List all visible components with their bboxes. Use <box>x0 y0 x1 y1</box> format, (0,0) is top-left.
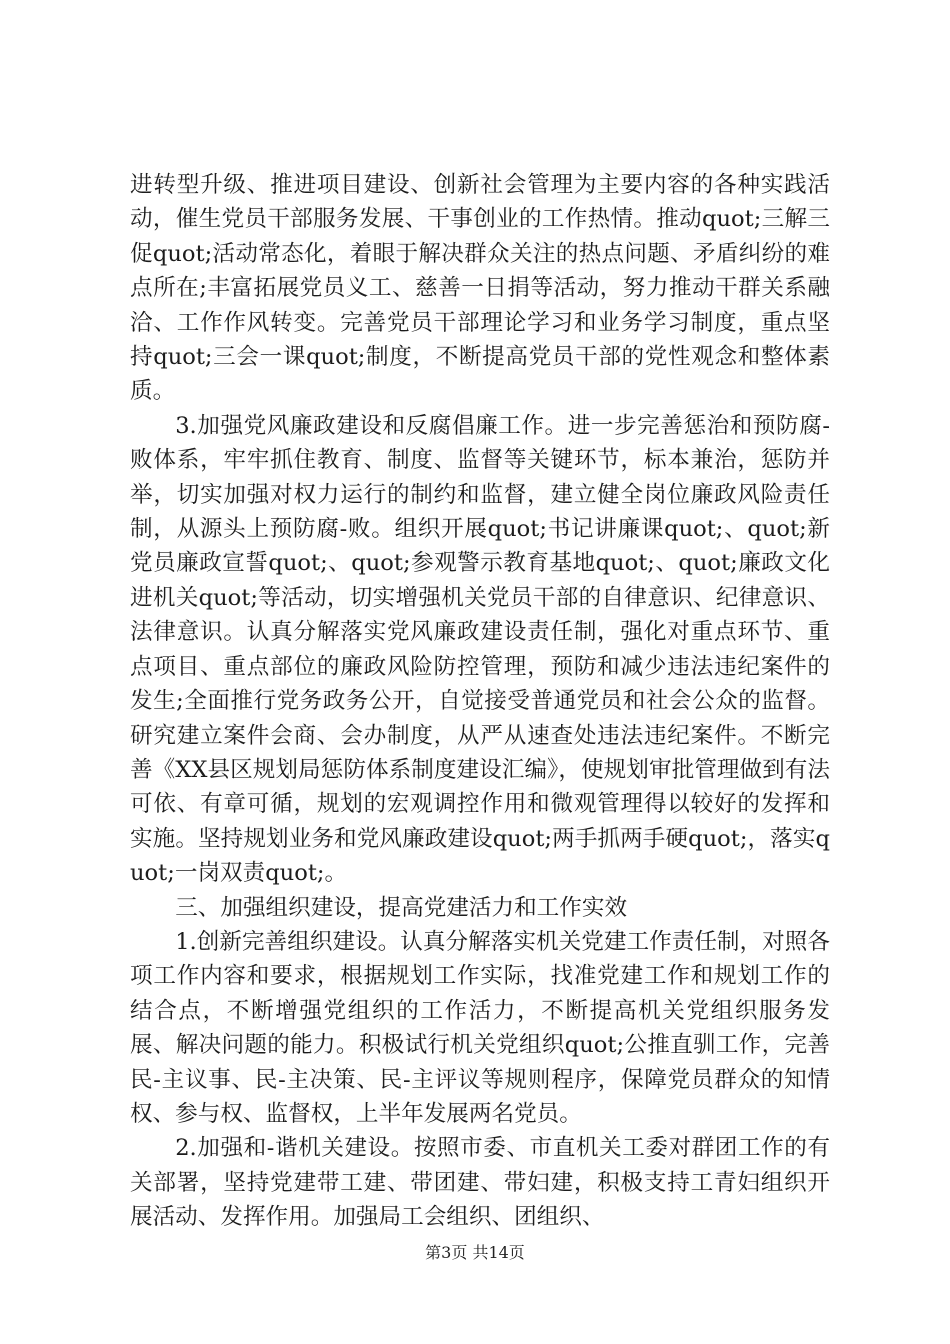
paragraph-4: 2.加强和-谐机关建设。按照市委、市直机关工委对群团工作的有关部署，坚持党建带工建、带团建、带妇建，积极支持工青妇组织开展活动、发挥作用。加强局工会组织、团组织、 <box>130 1135 830 1231</box>
page-footer: 第3页 共14页 <box>425 1243 525 1262</box>
section-heading: 三、加强组织建设，提高党建活力和工作实效 <box>175 894 628 921</box>
paragraph-3: 1.创新完善组织建设。认真分解落实机关党建工作责任制，对照各项工作内容和要求，根据规划工作实际，找准党建工作和规划工作的结合点，不断增强党组织的工作活力，不断提高机关党组织服务发展、解决问题的能力。积极试行机关党组织quot;公推直驯工作，完善民-主议事、民-主决策、民-主评议等规则程序，保障党员群众的知情权、参与权、监督权，上半年发展两名党员。 <box>130 928 830 1127</box>
paragraph-1: 进转型升级、推进项目建设、创新社会管理为主要内容的各种实践活动，催生党员干部服务发展、干事创业的工作热情。推动quot;三解三促quot;活动常态化，着眼于解决群众关注的热点问题、矛盾纠纷的难点所在;丰富拓展党员义工、慈善一日捐等活动，努力推动干群关系融洽、工作作风转变。完善党员干部理论学习和业务学习制度，重点坚持quot;三会一课quot;制度，不断提高党员干部的党性观念和整体素质。 <box>130 172 830 405</box>
paragraph-2: 3.加强党风廉政建设和反腐倡廉工作。进一步完善惩治和预防腐-败体系，牢牢抓住教育、制度、监督等关键环节，标本兼治，惩防并举，切实加强对权力运行的制约和监督，建立健全岗位廉政风险责任制，从源头上预防腐-败。组织开展quot;书记讲廉课quot;、quot;新党员廉政宣誓quot;、quot;参观警示教育基地quot;、quot;廉政文化进机关quot;等活动，切实增强机关党员干部的自律意识、纪律意识、法律意识。认真分解落实党风廉政建设责任制，强化对重点环节、重点项目、重点部位的廉政风险防控管理，预防和减少违法违纪案件的发生;全面推行党务政务公开，自觉接受普通党员和社会公众的监督。研究建立案件会商、会办制度，从严从速查处违法违纪案件。不断完善《XX县区规划局惩防体系制度建设汇编》，使规划审批管理做到有法可依、有章可循，规划的宏观调控作用和微观管理得以较好的发挥和实施。坚持规划业务和党风廉政建设quot;两手抓两手硬quot;，落实quot;一岗双责quot;。 <box>130 412 830 887</box>
document-body <box>130 168 830 1235</box>
